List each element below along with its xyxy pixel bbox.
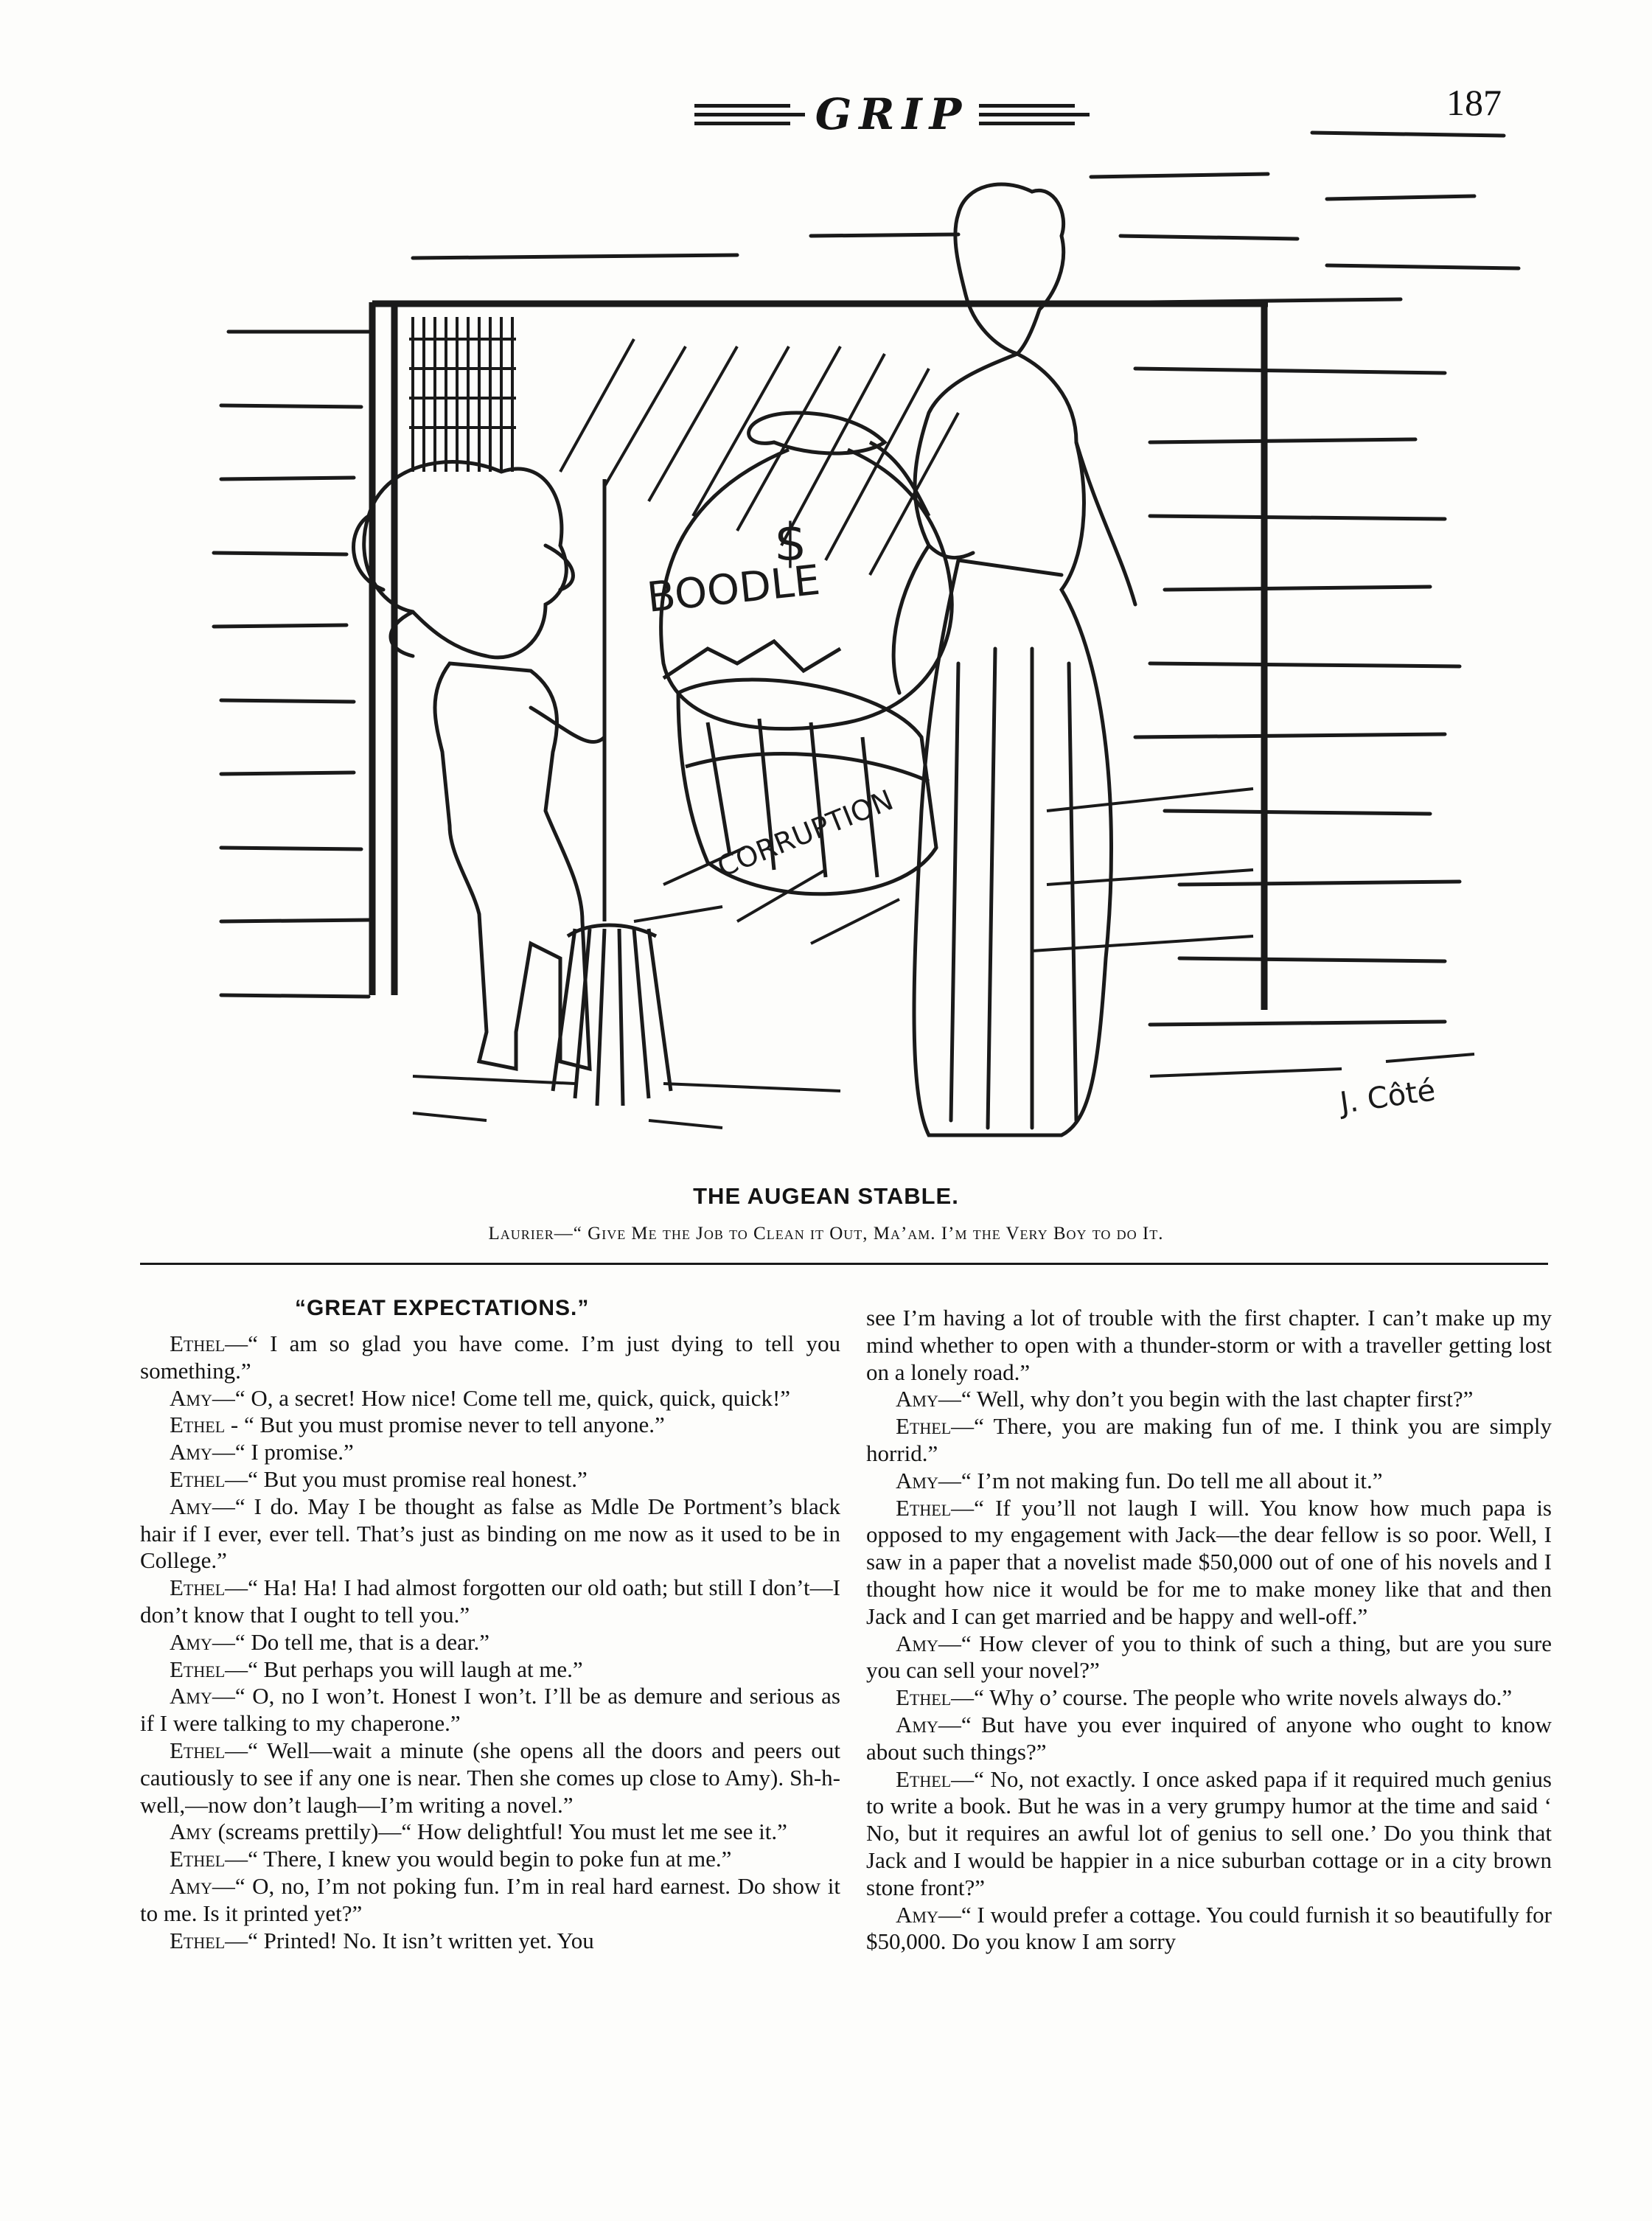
dialogue-line [140,1683,840,1737]
speaker-name: Ethel [170,1846,226,1872]
article-column-left [140,1331,840,1954]
dialogue-text: —“ Ha! Ha! I had almost forgotten our old oath; but still I don’t—I don’t know that I ought to tell you.” [140,1575,840,1628]
dialogue-line [866,1305,1552,1386]
dialogue-line [140,1819,840,1846]
dialogue-text: —“ There, you are making fun of me. I think you are simply horrid.” [866,1413,1552,1466]
lady-figure [893,184,1135,1135]
dialogue-line [140,1439,840,1466]
dialogue-line [140,1331,840,1385]
dialogue-text: - “ But you must promise never to tell anyone.” [225,1412,665,1438]
speaker-name: Amy [170,1439,212,1465]
speaker-name: Ethel [170,1927,226,1953]
speaker-name: Ethel [170,1737,226,1763]
dialogue-line [140,1928,840,1955]
section-divider [140,1263,1548,1265]
dialogue-line [140,1575,840,1629]
speaker-name: Ethel [896,1684,952,1711]
dialogue-text: see I’m having a lot of trouble with the first chapter. I can’t make up my mind whether to open with a thunder-storm or with a traveller getting lost on a lonely road.” [866,1305,1552,1385]
dialogue-text: —“ Printed! No. It isn’t written yet. You [225,1927,594,1953]
article-column-right [866,1305,1552,1956]
dialogue-line [866,1712,1552,1766]
speaker-name: Ethel [170,1412,226,1438]
speaker-name: Amy [170,1683,212,1709]
speaker-name: Ethel [170,1465,226,1492]
speaker-name: Ethel [896,1413,952,1440]
dialogue-text: —“ But you must promise real honest.” [225,1465,588,1492]
dialogue-line [866,1495,1552,1631]
dialogue-text: —“ If you’ll not laugh I will. You know how much papa is opposed to my engagement with Jack—the dear fellow is so poor. Well, I saw in a paper that a novelist made $50,000 out of one of his novels and I thought how nice it would be for me to make money like that and then Jack and I can get married and be happy and well-off.” [866,1494,1552,1629]
dialogue-text: —“ There, I knew you would begin to poke fun at me.” [225,1846,732,1872]
bag-symbol-label: $ [774,512,807,573]
dialogue-line [866,1413,1552,1468]
speaker-name: Ethel [170,1656,226,1682]
dialogue-line [866,1684,1552,1712]
dialogue-text: —“ O, no, I’m not poking fun. I’m in real hard earnest. Do show it to me. Is it printed yet?” [140,1872,840,1926]
dialogue-text: —“ O, a secret! How nice! Come tell me, quick, quick, quick!” [212,1384,791,1411]
speaker-name: Amy [170,1384,212,1411]
dialogue-text: —“ I would prefer a cottage. You could furnish it so beautifully for $50,000. Do you know I am sorry [866,1901,1552,1955]
dialogue-line [140,1846,840,1873]
speaker-name: Amy [170,1819,212,1845]
dialogue-line [140,1385,840,1412]
speaker-name: Amy [896,1386,938,1412]
speaker-name: Ethel [170,1331,226,1356]
cartoon-title: THE AUGEAN STABLE. [693,1183,959,1209]
speaker-name: Amy [170,1628,212,1655]
dialogue-text: —“ Well, why don’t you begin with the last chapter first?” [938,1386,1474,1412]
dialogue-text: —“ I promise.” [212,1439,354,1465]
dialogue-text: —“ I do. May I be thought as false as Mdle De Portment’s black hair if I ever, ever tell. That’s just as binding on me now as it used to be in College.” [140,1493,840,1574]
speaker-name: Amy [170,1493,212,1519]
masthead-title: GRIP [815,89,969,139]
dialogue-text: —“ O, no I won’t. Honest I won’t. I’ll be as demure and serious as if I were talking to my chaperone.” [140,1683,840,1737]
artist-signature: J. Côté [1337,1073,1438,1120]
speaker-name: Amy [896,1467,938,1493]
speaker-name: Ethel [896,1494,952,1521]
speaker-name: Ethel [896,1765,952,1792]
dialogue-text: (screams prettily)—“ How delightful! You must let me see it.” [212,1819,787,1845]
bag-label: BOODLE [644,556,823,622]
dialogue-line [866,1902,1552,1956]
dialogue-line [140,1656,840,1684]
caption-speaker: Laurier [488,1224,554,1244]
page-number: 187 [1446,82,1502,123]
cartoon-caption [0,1224,1652,1244]
dialogue-line [140,1873,840,1928]
speaker-name: Amy [896,1630,938,1656]
dialogue-text: —“ But have you ever inquired of anyone who ought to know about such things?” [866,1711,1552,1765]
dialogue-text: —“ Well—wait a minute (she opens all the doors and peers out cautiously to see if any one is near. Then she comes up close to Amy). Sh-h-well,—now don’t laugh—I’m writing a novel.” [140,1737,840,1818]
dialogue-line [140,1629,840,1656]
dialogue-line [866,1766,1552,1902]
speaker-name: Amy [170,1872,212,1899]
article-title: “GREAT EXPECTATIONS.” [295,1296,590,1320]
barrel-label: CORRUPTION [712,783,898,884]
dialogue-text: —“ Do tell me, that is a dear.” [212,1628,490,1655]
dialogue-line [140,1493,840,1575]
dialogue-text: —“ How clever of you to think of such a thing, but are you sure you can sell your novel?” [866,1630,1552,1684]
dialogue-text: —“ But perhaps you will laugh at me.” [225,1656,583,1682]
dialogue-line [866,1386,1552,1413]
dialogue-line [140,1412,840,1439]
dialogue-text: —“ I’m not making fun. Do tell me all about it.” [938,1467,1383,1493]
dialogue-line [140,1466,840,1493]
dialogue-line [866,1631,1552,1685]
dialogue-text: —“ I am so glad you have come. I’m just dying to tell you something.” [140,1331,840,1384]
doorway-shading [409,317,1253,951]
caption-quote: —“ Give Me the Job to Clean it Out, Ma’am. I’m the Very Boy to do It. [554,1224,1164,1244]
speaker-name: Amy [896,1901,938,1928]
dialogue-text: —“ Why o’ course. The people who write novels always do.” [951,1684,1513,1711]
dialogue-text: —“ No, not exactly. I once asked papa if it required much genius to write a book. But he was in a very grumpy humor at the time and said ‘ No, but it requires an awful lot of genius to sell one.’ Do you think that Jack and I would be happier in a nice suburban cottage or in a city brown stone front?” [866,1765,1552,1900]
speaker-name: Amy [896,1711,938,1737]
speaker-name: Ethel [170,1575,226,1601]
dialogue-line [140,1737,840,1819]
dialogue-line [866,1468,1552,1495]
